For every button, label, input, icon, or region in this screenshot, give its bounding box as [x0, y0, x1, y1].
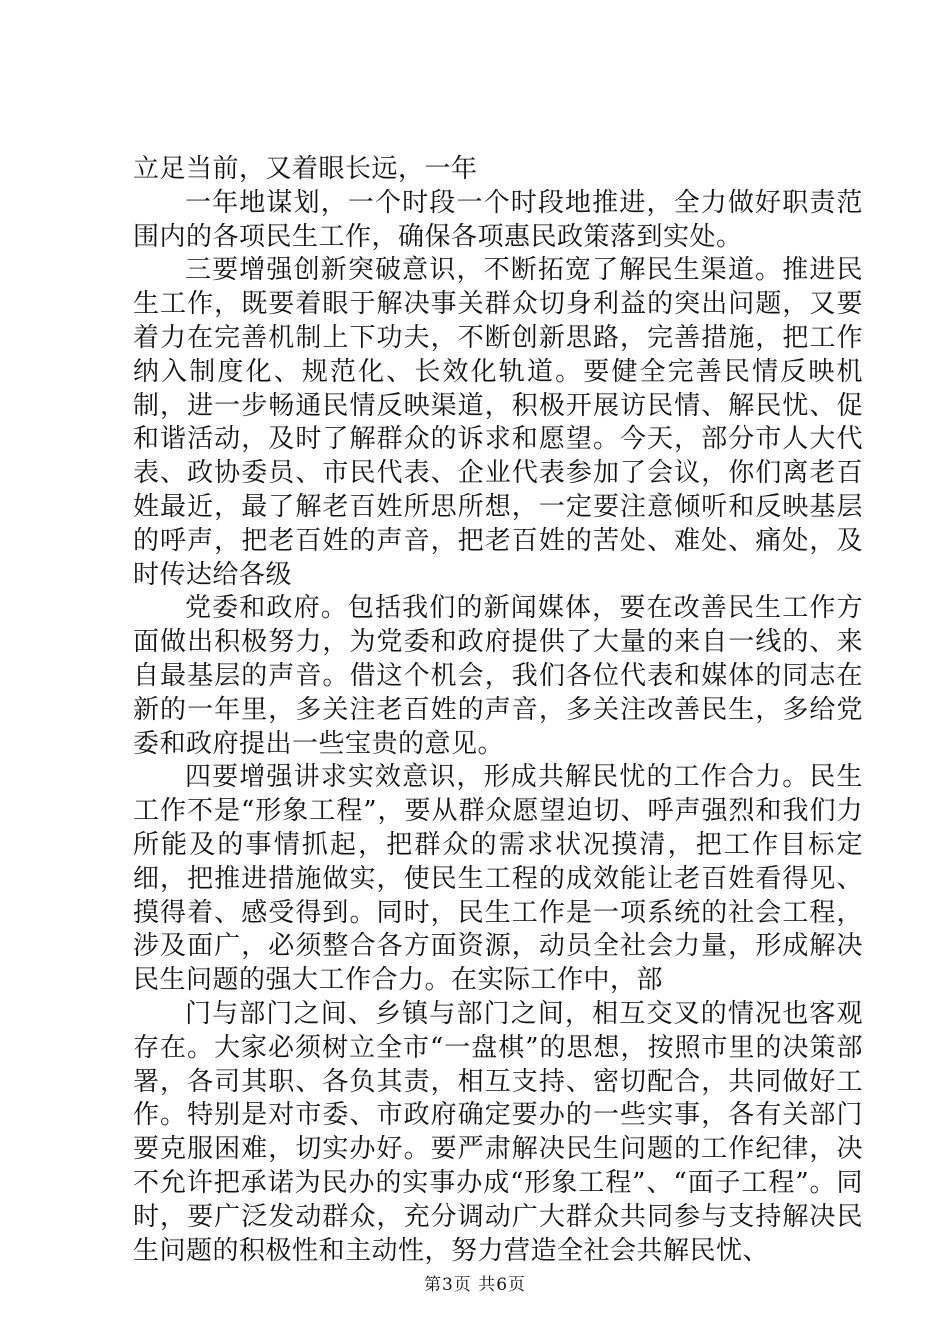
paragraph-5: 四要增强讲求实效意识，形成共解民忧的工作合力。民生工作不是“形象工程”，要从群众愿望迫切、呼声强烈和我们力所能及的事情抓起，把群众的需求状况摸清，把工作目标定细，把推进措施做实，使民生工程的成效能让老百姓看得见、摸得着、感受得到。同时，民生工作是一项系统的社会工程，涉及面广，必须整合各方面资源，动员全社会力量，形成解决民生问题的强大工作合力。在实际工作中，部	[133, 762, 863, 996]
paragraph-1: 立足当前，又着眼长远，一年	[133, 154, 478, 184]
paragraph-3: 三要增强创新突破意识，不断拓宽了解民生渠道。推进民生工作，既要着眼于解决事关群众切身利益的突出问题，又要着力在完善机制上下功夫，不断创新思路，完善措施，把工作纳入制度化、规范化、长效化轨道。要健全完善民情反映机制，进一步畅通民情反映渠道，积极开展访民情、解民忧、促和谐活动，及时了解群众的诉求和愿望。今天，部分市人大代表、政协委员、市民代表、企业代表参加了会议，你们离老百姓最近，最了解老百姓所思所想，一定要注意倾听和反映基层的呼声，把老百姓的声音，把老百姓的苦处、难处、痛处，及时传达给各级	[133, 255, 863, 590]
document-body	[133, 153, 863, 1268]
page-footer: 第3页 共6页	[423, 1275, 527, 1295]
paragraph-2: 一年地谋划，一个时段一个时段地推进，全力做好职责范围内的各项民生工作，确保各项惠民政策落到实处。	[133, 187, 863, 252]
paragraph-6: 门与部门之间、乡镇与部门之间，相互交叉的情况也客观存在。大家必须树立全市“一盘棋”的思想，按照市里的决策部署，各司其职、各负其责，相互支持、密切配合，共同做好工作。特别是对市委、市政府确定要办的一些实事，各有关部门要克服困难，切实办好。要严肃解决民生问题的工作纪律，决不允许把承诺为民办的实事办成“形象工程”、“面子工程”。同时，要广泛发动群众，充分调动广大群众共同参与支持解决民生问题的积极性和主动性，努力营造全社会共解民忧、	[133, 998, 863, 1266]
paragraph-4: 党委和政府。包括我们的新闻媒体，要在改善民生工作方面做出积极努力，为党委和政府提供了大量的来自一线的、来自最基层的声音。借这个机会，我们各位代表和媒体的同志在新的一年里，多关注老百姓的声音，多关注改善民生，多给党委和政府提出一些宝贵的意见。	[133, 593, 863, 759]
